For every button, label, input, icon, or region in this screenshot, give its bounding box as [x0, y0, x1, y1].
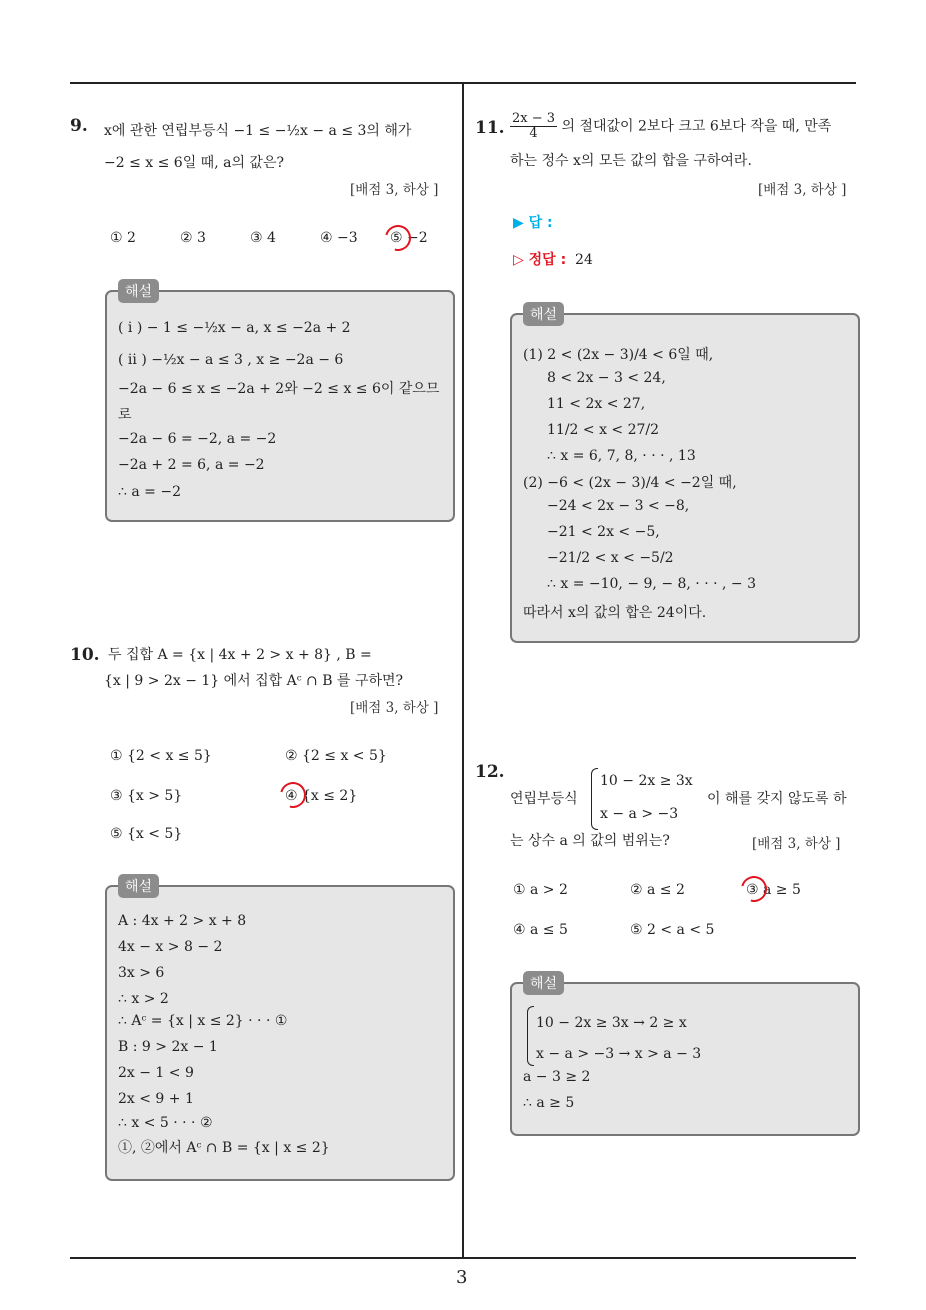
score-label: [배점 3, 하상 ] — [758, 182, 847, 198]
question-line: 이 해를 갖지 않도록 하 — [707, 791, 847, 807]
solution-line: a − 3 ≥ 2 — [523, 1069, 591, 1085]
choice-2[interactable]: ② a ≤ 2 — [630, 882, 685, 898]
solution-line: 10 − 2x ≥ 3x → 2 ≥ x — [536, 1015, 687, 1031]
question-number: 12. — [475, 762, 505, 782]
question-line: −2 ≤ x ≤ 6일 때, a의 값은? — [104, 155, 284, 171]
explanation-tag: 해설 — [118, 279, 159, 303]
system-line: x − a > −3 — [600, 806, 679, 822]
explanation-tag: 해설 — [523, 971, 564, 995]
solution-line: 11 < 2x < 27, — [547, 396, 646, 412]
solution-line: 로 — [118, 407, 132, 423]
score-label: [배점 3, 하상 ] — [752, 836, 841, 852]
question-line: 는 상수 a 의 값의 범위는? — [510, 833, 670, 849]
solution-line: ∴ a ≥ 5 — [523, 1095, 575, 1111]
solution-line: ∴ a = −2 — [118, 484, 181, 500]
choice-3[interactable]: ③ a ≥ 5 — [746, 882, 801, 898]
choice-1[interactable]: ① {2 < x ≤ 5} — [110, 748, 212, 764]
solution-line: 2x < 9 + 1 — [118, 1091, 194, 1107]
question-text: 의 절대값이 2보다 크고 6보다 작을 때, 만족 — [561, 118, 832, 135]
question-line: 하는 정수 x의 모든 값의 합을 구하여라. — [510, 153, 752, 169]
correct-value: 24 — [575, 252, 593, 268]
solution-line: A : 4x + 2 > x + 8 — [118, 913, 247, 929]
solution-line: (1) 2 < (2x − 3)/4 < 6일 때, — [523, 347, 714, 363]
solution-line: −24 < 2x − 3 < −8, — [547, 498, 690, 514]
solution-line: ( ii ) −½x − a ≤ 3 , x ≥ −2a − 6 — [118, 352, 344, 368]
solution-line: −2a + 2 = 6, a = −2 — [118, 457, 265, 473]
choice-1[interactable]: ① a > 2 — [513, 882, 568, 898]
solution-line: 8 < 2x − 3 < 24, — [547, 370, 666, 386]
solution-line: 따라서 x의 값의 합은 24이다. — [523, 605, 707, 621]
question-line: x에 관한 연립부등식 −1 ≤ −½x − a ≤ 3의 해가 — [104, 123, 412, 139]
question-number: 9. — [70, 116, 88, 136]
solution-line: 3x > 6 — [118, 965, 165, 981]
explanation-tag: 해설 — [523, 302, 564, 326]
solution-line: ∴ x > 2 — [118, 991, 169, 1007]
choice-5[interactable]: ⑤ 2 < a < 5 — [630, 922, 715, 938]
solution-line: ∴ x = −10, − 9, − 8, · · · , − 3 — [547, 576, 756, 592]
question-line: 연립부등식 — [510, 791, 578, 807]
choice-4[interactable]: ④ {x ≤ 2} — [285, 788, 358, 804]
solution-line: ①, ②에서 Aᶜ ∩ B = {x | x ≤ 2} — [118, 1140, 330, 1156]
score-label: [배점 3, 하상 ] — [350, 182, 439, 198]
answer-label: ▶ 답 : — [513, 215, 553, 231]
solution-line: x − a > −3 → x > a − 3 — [536, 1046, 702, 1062]
answer-mark — [380, 220, 416, 256]
denominator: 4 — [529, 126, 538, 141]
page-number: 3 — [456, 1267, 468, 1288]
answer-mark — [275, 777, 311, 813]
system-brace — [527, 1006, 534, 1066]
solution-line: −21/2 < x < −5/2 — [547, 550, 674, 566]
fraction — [510, 112, 557, 141]
solution-line: B : 9 > 2x − 1 — [118, 1039, 218, 1055]
solution-line: (2) −6 < (2x − 3)/4 < −2일 때, — [523, 475, 737, 491]
solution-line: ∴ Aᶜ = {x | x ≤ 2} · · · ① — [118, 1013, 288, 1029]
solution-line: ( i ) − 1 ≤ −½x − a, x ≤ −2a + 2 — [118, 320, 351, 336]
column-divider — [462, 82, 464, 1258]
choice-4[interactable]: ④ a ≤ 5 — [513, 922, 568, 938]
question-line: {x | 9 > 2x − 1} 에서 집합 Aᶜ ∩ B 를 구하면? — [104, 673, 404, 689]
solution-line: ∴ x < 5 · · · ② — [118, 1115, 213, 1131]
choice-5[interactable]: ⑤ {x < 5} — [110, 826, 183, 842]
answer-mark — [736, 871, 772, 907]
system-line: 10 − 2x ≥ 3x — [600, 773, 693, 789]
solution-line: −2a − 6 = −2, a = −2 — [118, 431, 277, 447]
solution-line: ∴ x = 6, 7, 8, · · · , 13 — [547, 448, 696, 464]
correct-label: ▷ 정답 : — [513, 252, 567, 268]
solution-line: 11/2 < x < 27/2 — [547, 422, 660, 438]
choice-5[interactable]: ⑤ −2 — [390, 230, 428, 246]
question-number: 10. — [70, 645, 100, 665]
question-number: 11. — [475, 118, 505, 138]
choice-4[interactable]: ④ −3 — [320, 230, 358, 246]
question-line — [510, 112, 831, 141]
bottom-rule — [70, 1257, 856, 1259]
solution-line: −21 < 2x < −5, — [547, 524, 660, 540]
choice-1[interactable]: ① 2 — [110, 230, 136, 246]
solution-line: 2x − 1 < 9 — [118, 1065, 194, 1081]
numerator: 2x − 3 — [512, 111, 556, 126]
score-label: [배점 3, 하상 ] — [350, 700, 439, 716]
system-brace — [591, 768, 598, 830]
question-line: 두 집합 A = {x | 4x + 2 > x + 8} , B = — [108, 647, 372, 663]
solution-line: −2a − 6 ≤ x ≤ −2a + 2와 −2 ≤ x ≤ 6이 같으므 — [118, 381, 440, 397]
choice-2[interactable]: ② {2 ≤ x < 5} — [285, 748, 387, 764]
solution-line: 4x − x > 8 − 2 — [118, 939, 223, 955]
choice-3[interactable]: ③ {x > 5} — [110, 788, 183, 804]
choice-2[interactable]: ② 3 — [180, 230, 206, 246]
choice-3[interactable]: ③ 4 — [250, 230, 276, 246]
explanation-tag: 해설 — [118, 874, 159, 898]
correct-answer-label — [513, 249, 593, 269]
